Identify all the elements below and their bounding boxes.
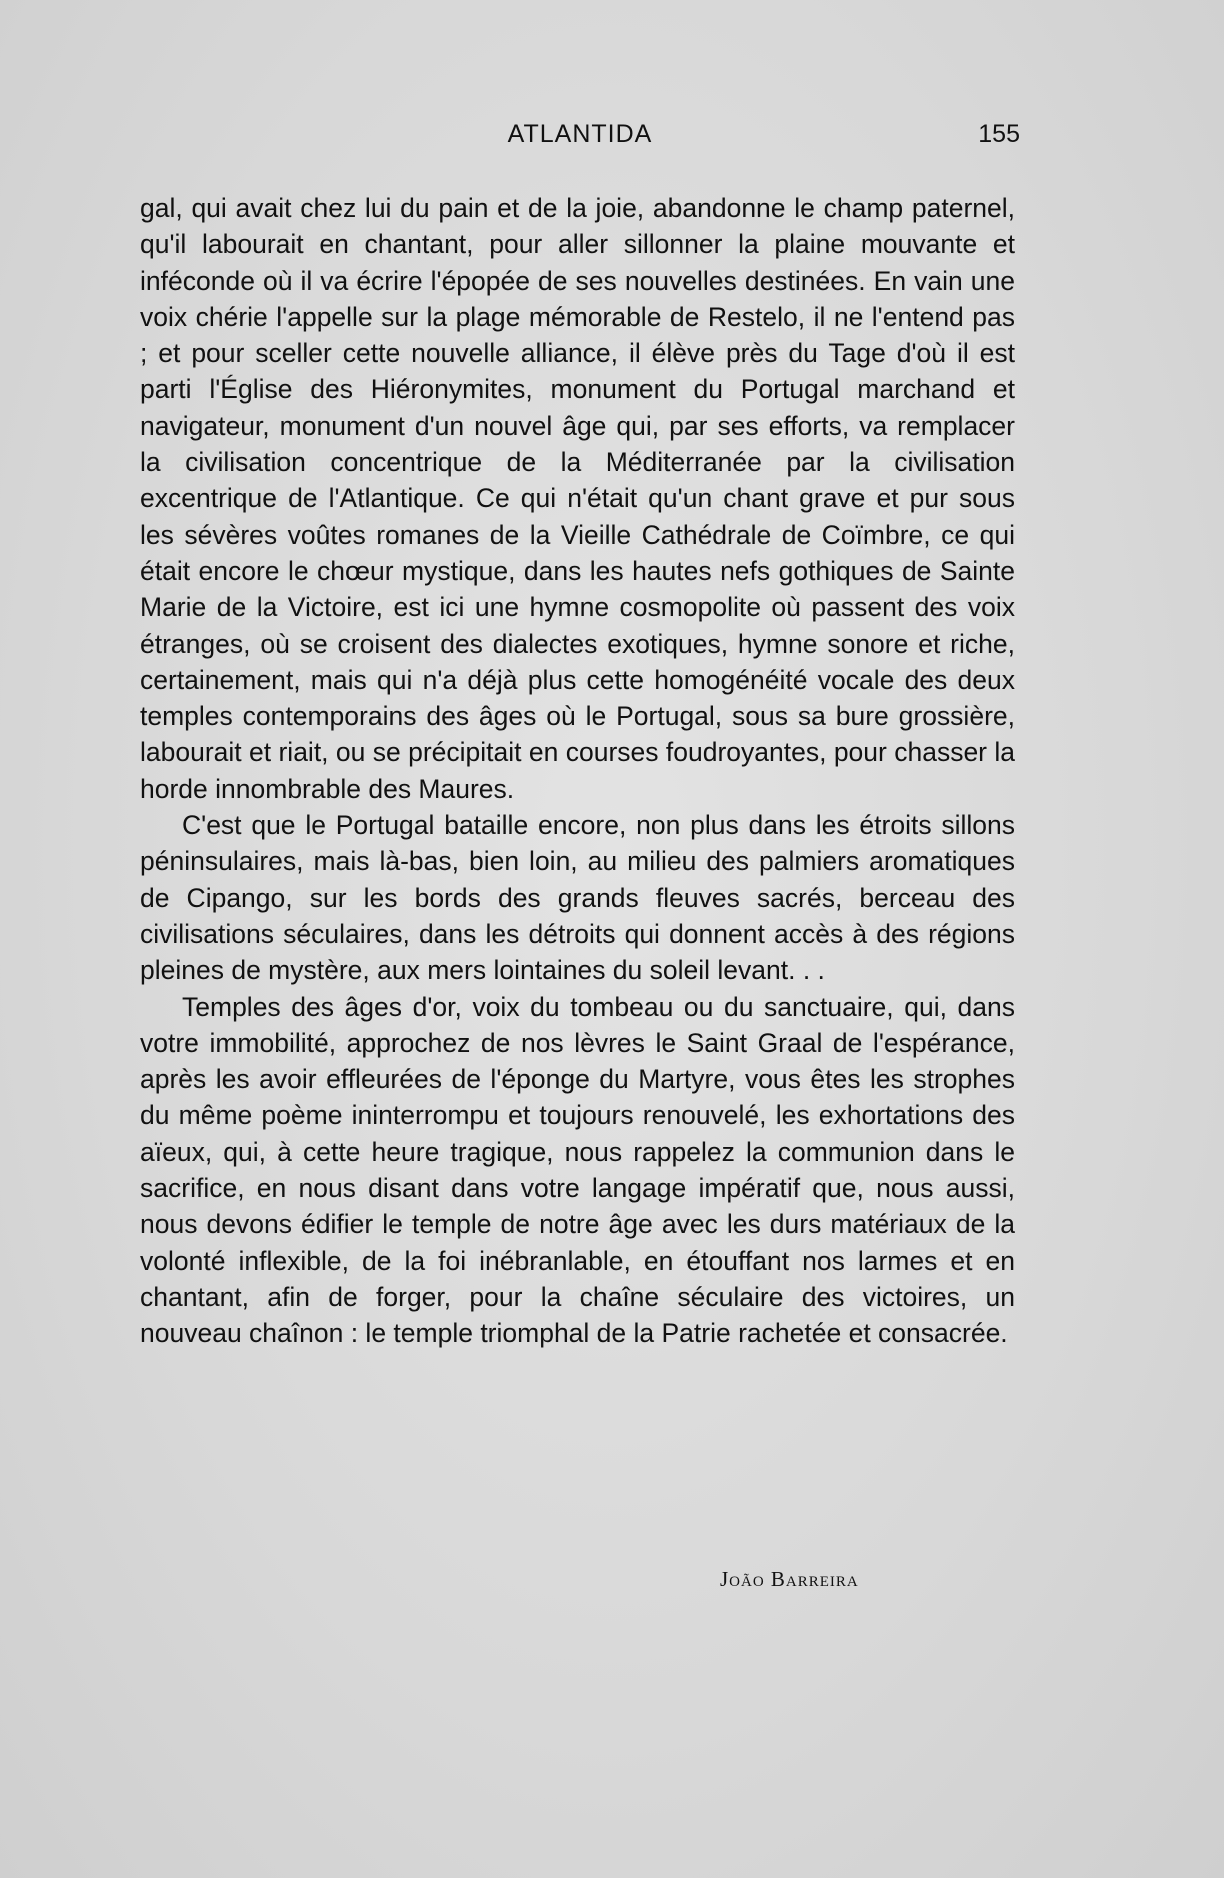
body-text	[140, 190, 1015, 1352]
paragraph-1: gal, qui avait chez lui du pain et de la joie, abandonne le champ paternel, qu'il labourait en chantant, pour aller sillonner la plaine mouvante et inféconde où il va écrire l'épopée de ses nouvelles destinées. En vain une voix chérie l'appelle sur la plage mémorable de Restelo, il ne l'entend pas ; et pour sceller cette nouvelle alliance, il élève près du Tage d'où il est parti l'Église des Hiéronymites, monument du Portugal marchand et navigateur, monument d'un nouvel âge qui, par ses efforts, va remplacer la civilisation concentrique de la Méditerranée par la civilisation excentrique de l'Atlantique. Ce qui n'était qu'un chant grave et pur sous les sévères voûtes romanes de la Vieille Cathédrale de Coïmbre, ce qui était encore le chœur mystique, dans les hautes nefs gothiques de Sainte Marie de la Victoire, est ici une hymne cosmopolite où passent des voix étranges, où se croisent des dialectes exotiques, hymne sonore et riche, certainement, mais qui n'a déjà plus cette homogénéité vocale des deux temples contemporains des âges où le Portugal, sous sa bure grossière, labourait et riait, ou se précipitait en courses foudroyantes, pour chasser la horde innombrable des Maures.	[140, 193, 1015, 804]
paragraph-2: C'est que le Portugal bataille encore, non plus dans les étroits sillons péninsulaires, mais là-bas, bien loin, au milieu des palmiers aromatiques de Cipango, sur les bords des grands fleuves sacrés, berceau des civilisations séculaires, dans les détroits qui donnent accès à des régions pleines de mystère, aux mers lointaines du soleil levant. . .	[140, 810, 1015, 986]
page-header	[140, 120, 1020, 160]
author-signature: João Barreira	[720, 1567, 859, 1591]
paragraph-3: Temples des âges d'or, voix du tombeau ou du sanctuaire, qui, dans votre immobilité, approchez de nos lèvres le Saint Graal de l'espérance, après les avoir effleurées de l'éponge du Martyre, vous êtes les strophes du même poème ininterrompu et toujours renouvelé, les exhortations des aïeux, qui, à cette heure tragique, nous rappelez la communion dans le sacrifice, en nous disant dans votre langage impératif que, nous aussi, nous devons édifier le temple de notre âge avec les durs matériaux de la volonté inflexible, de la foi inébranlable, en étouffant nos larmes et en chantant, afin de forger, pour la chaîne séculaire des victoires, un nouveau chaînon : le temple triomphal de la Patrie rachetée et consacrée.	[140, 991, 1015, 1349]
page-number: 155	[978, 120, 1020, 148]
running-title: ATLANTIDA	[507, 120, 653, 148]
